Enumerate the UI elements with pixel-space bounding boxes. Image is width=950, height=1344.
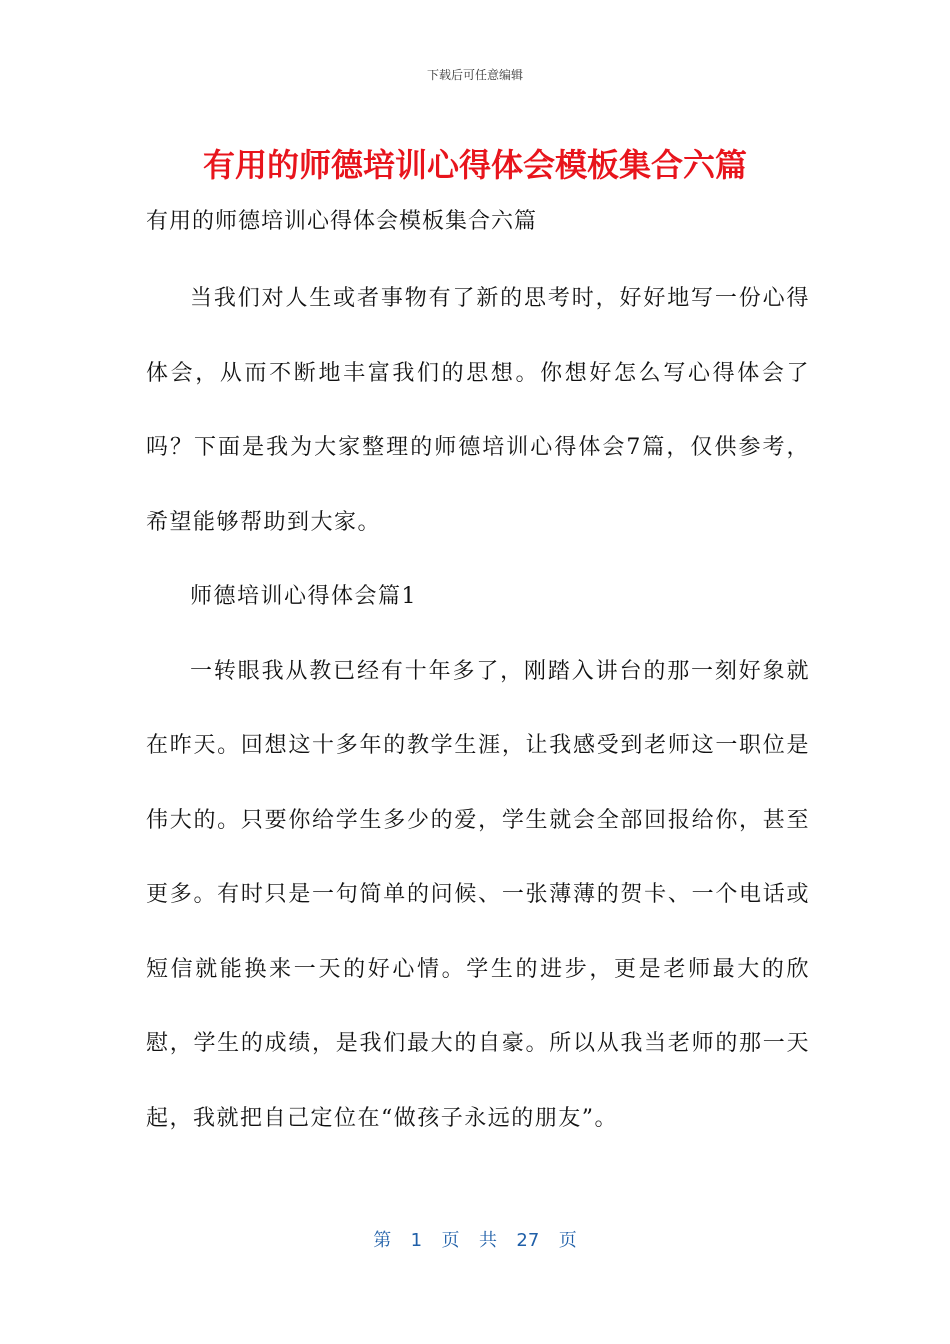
paragraph-intro: 当我们对人生或者事物有了新的思考时，好好地写一份心得体会，从而不断地丰富我们的思想。你想好怎么写心得体会了吗？下面是我为大家整理的师德培训心得体会7篇，仅供参考，希望能够帮助到大家。	[146, 286, 810, 535]
page-footer	[0, 1226, 950, 1252]
document-body	[146, 262, 810, 1156]
paragraph-body: 一转眼我从教已经有十年多了，刚踏入讲台的那一刻好象就在昨天。回想这十多年的教学生涯，让我感受到老师这一职位是伟大的。只要你给学生多少的爱，学生就会全部回报给你，甚至更多。有时只是一句简单的问候、一张薄薄的贺卡、一个电话或短信就能换来一天的好心情。学生的进步，更是老师最大的欣慰，学生的成绩，是我们最大的自豪。所以从我当老师的那一天起，我就把自己定位在“做孩子永远的朋友”。	[146, 658, 810, 1131]
document-title: 有用的师德培训心得体会模板集合六篇	[202, 146, 747, 184]
document-subtitle: 有用的师德培训心得体会模板集合六篇	[146, 209, 538, 234]
header-note: 下载后可任意编辑	[426, 68, 523, 82]
section-heading: 师德培训心得体会篇1	[190, 584, 417, 609]
page-number-label: 第 1 页 共 27 页	[373, 1230, 577, 1251]
